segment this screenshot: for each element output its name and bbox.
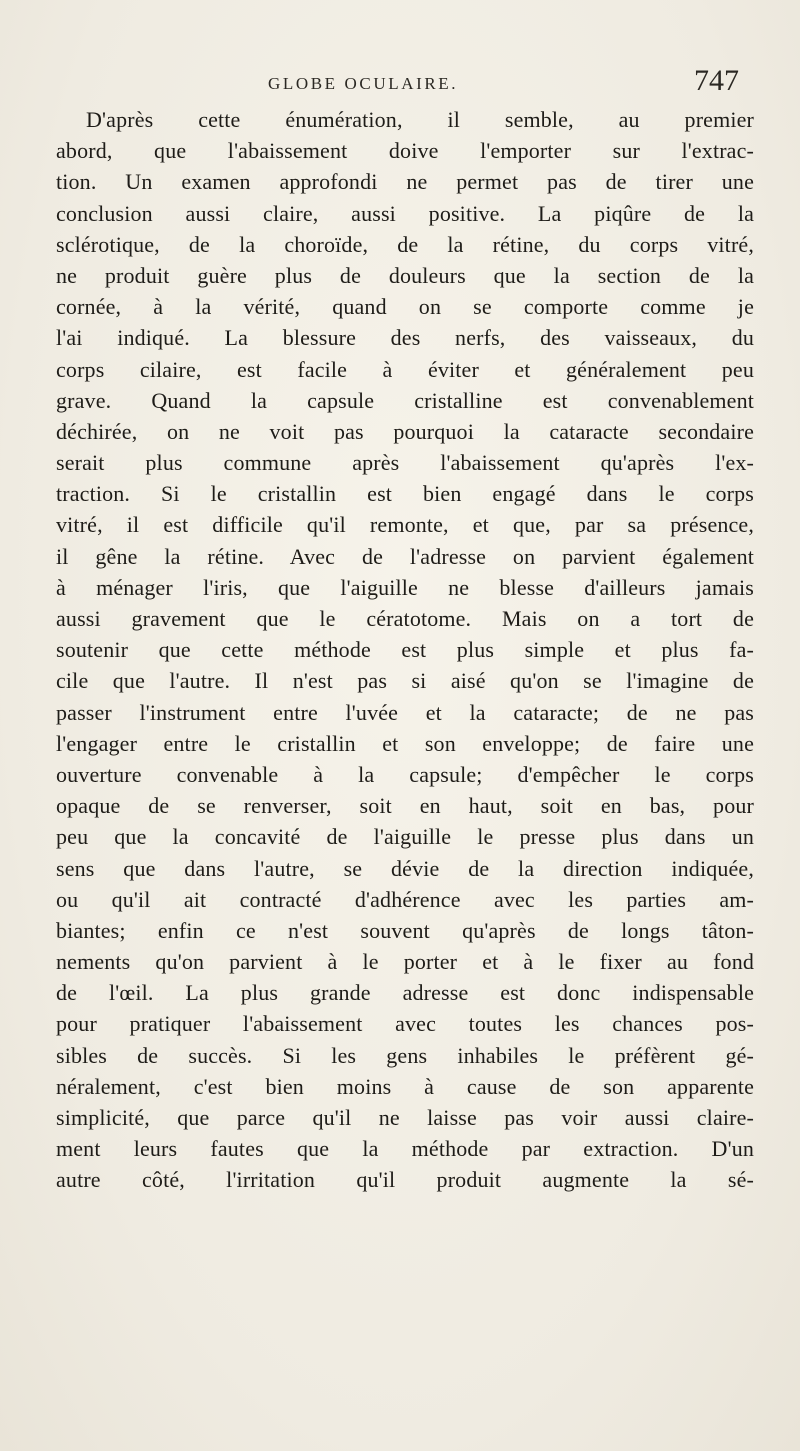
text-line: tion. Un examen approfondi ne permet pas de tirer une bbox=[56, 169, 754, 195]
text-line: cornée, à la vérité, quand on se comporte comme je bbox=[56, 294, 754, 320]
text-line: grave. Quand la capsule cristalline est convenablement bbox=[56, 387, 754, 413]
text-line: opaque de se renverser, soit en haut, soit en bas, pour bbox=[56, 793, 754, 819]
text-line: autre côté, l'irritation qu'il produit augmente la sé- bbox=[56, 1167, 754, 1193]
text-line: sens que dans l'autre, se dévie de la direction indiquée, bbox=[56, 855, 754, 881]
text-line: peu que la concavité de l'aiguille le presse plus dans un bbox=[56, 824, 754, 850]
text-line: sclérotique, de la choroïde, de la rétine, du corps vitré, bbox=[56, 231, 754, 257]
text-line: à ménager l'iris, que l'aiguille ne blesse d'ailleurs jamais bbox=[56, 574, 754, 600]
text-line: de l'œil. La plus grande adresse est donc indispensable bbox=[56, 980, 754, 1006]
text-line: abord, que l'abaissement doive l'emporter sur l'extrac- bbox=[56, 138, 754, 164]
text-line: cile que l'autre. Il n'est pas si aisé qu'on se l'imagine de bbox=[56, 668, 754, 694]
text-line: nements qu'on parvient à le porter et à le fixer au fond bbox=[56, 949, 754, 975]
text-line: ou qu'il ait contracté d'adhérence avec les parties am- bbox=[56, 886, 754, 912]
running-head: GLOBE OCULAIRE. bbox=[268, 74, 459, 93]
text-line: biantes; enfin ce n'est souvent qu'après de longs tâton- bbox=[56, 917, 754, 943]
text-line: vitré, il est difficile qu'il remonte, et que, par sa présence, bbox=[56, 512, 754, 538]
page-number: 747 bbox=[694, 64, 739, 97]
text-line: pour pratiquer l'abaissement avec toutes les chances pos- bbox=[56, 1011, 754, 1037]
text-line: déchirée, on ne voit pas pourquoi la cataracte secondaire bbox=[56, 418, 754, 444]
text-line: l'engager entre le cristallin et son enveloppe; de faire une bbox=[56, 730, 754, 756]
text-line: ouverture convenable à la capsule; d'empêcher le corps bbox=[56, 761, 754, 787]
text-line: conclusion aussi claire, aussi positive. La piqûre de la bbox=[56, 200, 754, 226]
body-text bbox=[56, 104, 754, 1196]
text-line: passer l'instrument entre l'uvée et la cataracte; de ne pas bbox=[56, 699, 754, 725]
text-line: ne produit guère plus de douleurs que la section de la bbox=[56, 262, 754, 288]
text-line: l'ai indiqué. La blessure des nerfs, des vaisseaux, du bbox=[56, 325, 754, 351]
text-line: il gêne la rétine. Avec de l'adresse on parvient également bbox=[56, 543, 754, 569]
text-line: traction. Si le cristallin est bien engagé dans le corps bbox=[56, 481, 754, 507]
text-line: simplicité, que parce qu'il ne laisse pas voir aussi claire- bbox=[56, 1105, 754, 1130]
text-line: D'après cette énumération, il semble, au premier bbox=[86, 107, 754, 132]
text-line: ment leurs fautes que la méthode par extraction. D'un bbox=[56, 1136, 754, 1162]
text-line: soutenir que cette méthode est plus simple et plus fa- bbox=[56, 637, 754, 663]
text-line: néralement, c'est bien moins à cause de son apparente bbox=[56, 1073, 754, 1099]
text-line: sibles de succès. Si les gens inhabiles le préfèrent gé- bbox=[56, 1042, 754, 1068]
text-line: serait plus commune après l'abaissement qu'après l'ex- bbox=[56, 450, 754, 476]
text-line: corps cilaire, est facile à éviter et généralement peu bbox=[56, 356, 754, 382]
text-line: aussi gravement que le cératotome. Mais on a tort de bbox=[56, 606, 754, 631]
